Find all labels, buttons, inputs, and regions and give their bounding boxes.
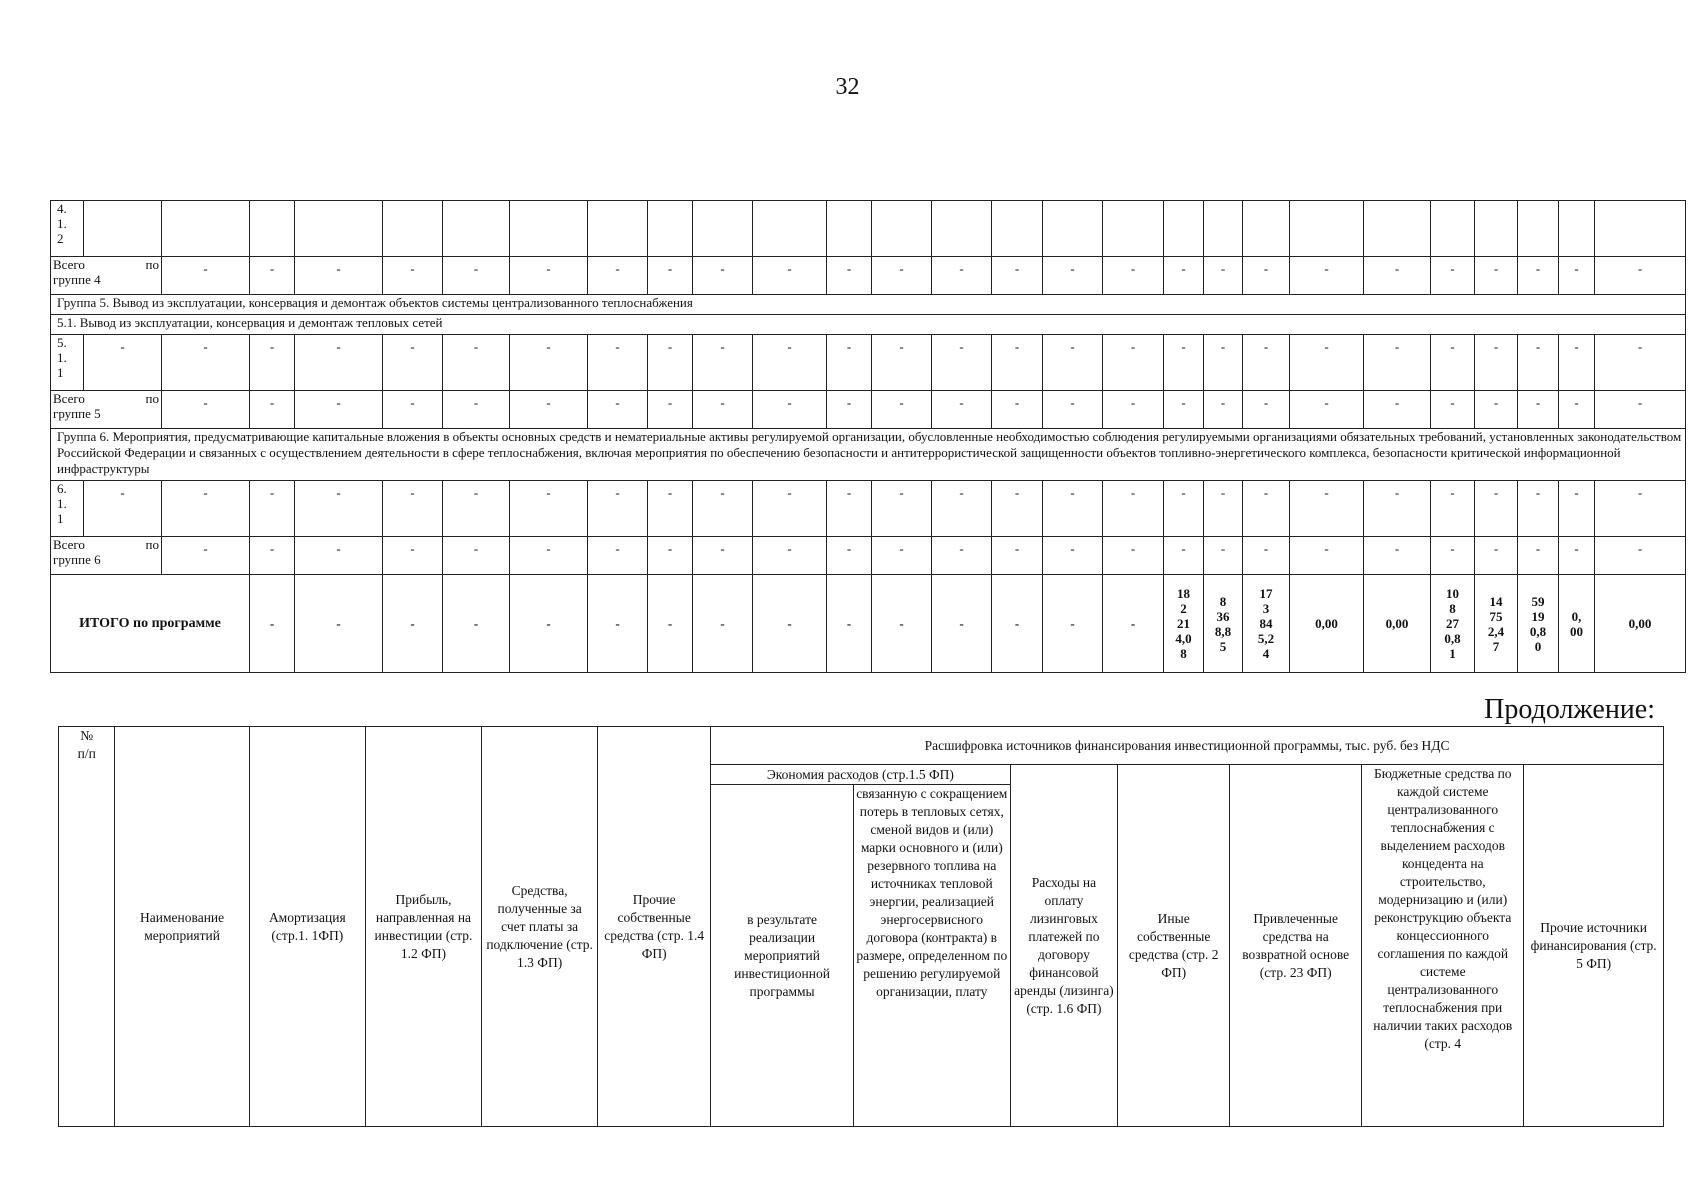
table-cell: - bbox=[250, 575, 295, 673]
table-cell: - bbox=[872, 481, 932, 537]
total-label-line2: группе 6 bbox=[53, 552, 101, 567]
table-cell: - bbox=[1164, 391, 1204, 429]
table-cell: - bbox=[693, 391, 753, 429]
table-cell: - bbox=[510, 481, 588, 537]
grand-total-value: 0,00 bbox=[1595, 575, 1686, 673]
table-cell: - bbox=[1518, 481, 1559, 537]
table-cell: - bbox=[1243, 335, 1290, 391]
table-cell: - bbox=[1518, 335, 1559, 391]
grand-total-label: ИТОГО по программе bbox=[51, 575, 250, 673]
table-cell: - bbox=[1431, 391, 1475, 429]
table-cell: - bbox=[588, 537, 648, 575]
table-cell: - bbox=[295, 257, 383, 295]
table-cell: - bbox=[510, 335, 588, 391]
table-cell: - bbox=[1043, 391, 1103, 429]
table-cell: - bbox=[1103, 537, 1164, 575]
table-cell: - bbox=[1475, 537, 1518, 575]
table-cell: - bbox=[295, 391, 383, 429]
table-cell: - bbox=[443, 391, 510, 429]
table-cell: - bbox=[1364, 481, 1431, 537]
table-cell: - bbox=[1559, 537, 1595, 575]
table-cell: - bbox=[1204, 537, 1243, 575]
table-cell: - bbox=[1164, 481, 1204, 537]
table-cell: - bbox=[588, 391, 648, 429]
table-cell: - bbox=[588, 335, 648, 391]
total-label-right: по bbox=[145, 537, 159, 552]
col-header-economy-program: в результате реализации мероприятий инвестиционной программы bbox=[711, 785, 854, 1127]
section-row bbox=[51, 295, 1686, 315]
table-cell: - bbox=[1475, 481, 1518, 537]
table-cell: - bbox=[84, 481, 162, 537]
col-header-borrowed-funds: Привлеченные средства на возвратной основе (стр. 23 ФП) bbox=[1230, 765, 1362, 1127]
upper-financing-table bbox=[50, 200, 1686, 673]
table-cell: - bbox=[693, 575, 753, 673]
total-label-right: по bbox=[145, 257, 159, 272]
table-cell: - bbox=[1475, 335, 1518, 391]
table-cell: - bbox=[443, 575, 510, 673]
table-cell: - bbox=[932, 575, 992, 673]
table-cell: - bbox=[753, 335, 827, 391]
table-cell: - bbox=[1364, 257, 1431, 295]
table-cell: - bbox=[872, 335, 932, 391]
table-cell: - bbox=[588, 481, 648, 537]
row-number: 5. 1. 1 bbox=[51, 335, 84, 391]
table-cell: - bbox=[383, 257, 443, 295]
table-cell: - bbox=[1043, 575, 1103, 673]
table-cell: - bbox=[295, 575, 383, 673]
table-cell bbox=[1043, 201, 1103, 257]
table-cell: - bbox=[1364, 391, 1431, 429]
row-number: 4. 1. 2 bbox=[51, 201, 84, 257]
table-cell: - bbox=[753, 257, 827, 295]
table-cell: - bbox=[1204, 257, 1243, 295]
table-cell: - bbox=[648, 391, 693, 429]
table-cell: - bbox=[383, 391, 443, 429]
table-cell: - bbox=[383, 537, 443, 575]
table-cell: - bbox=[1475, 257, 1518, 295]
table-cell: - bbox=[510, 537, 588, 575]
table-cell bbox=[827, 201, 872, 257]
table-cell bbox=[295, 201, 383, 257]
table-cell: - bbox=[1043, 537, 1103, 575]
col-header-other-own-funds-2: Иные собственные средства (стр. 2 ФП) bbox=[1118, 765, 1230, 1127]
table-cell bbox=[932, 201, 992, 257]
group-5-title: Группа 5. Вывод из эксплуатации, консервация и демонтаж объектов системы централизованного теплоснабжения bbox=[51, 295, 1686, 315]
table-cell: - bbox=[1431, 335, 1475, 391]
table-cell: - bbox=[295, 537, 383, 575]
table-cell: - bbox=[295, 335, 383, 391]
subgroup-5-1-title: 5.1. Вывод из эксплуатации, консервация и демонтаж тепловых сетей bbox=[51, 315, 1686, 335]
table-cell: - bbox=[250, 537, 295, 575]
table-cell bbox=[872, 201, 932, 257]
table-cell bbox=[693, 201, 753, 257]
table-row bbox=[51, 335, 1686, 391]
table-cell: - bbox=[827, 391, 872, 429]
table-cell: - bbox=[932, 481, 992, 537]
table-cell: - bbox=[872, 537, 932, 575]
table-cell: - bbox=[1559, 481, 1595, 537]
table-cell: - bbox=[1103, 257, 1164, 295]
table-cell: - bbox=[443, 481, 510, 537]
col-header-other-own-funds: Прочие собственные средства (стр. 1.4 ФП) bbox=[598, 727, 711, 1127]
table-cell: - bbox=[162, 391, 250, 429]
table-cell: - bbox=[1475, 391, 1518, 429]
table-cell: - bbox=[443, 257, 510, 295]
table-cell: - bbox=[250, 335, 295, 391]
table-cell: - bbox=[693, 481, 753, 537]
table-cell: - bbox=[1204, 335, 1243, 391]
table-cell: - bbox=[753, 481, 827, 537]
table-cell: - bbox=[1164, 335, 1204, 391]
table-cell: - bbox=[872, 575, 932, 673]
grand-total-row bbox=[51, 575, 1686, 673]
table-cell bbox=[753, 201, 827, 257]
table-cell: - bbox=[1164, 257, 1204, 295]
table-cell bbox=[1475, 201, 1518, 257]
table-cell: - bbox=[872, 391, 932, 429]
table-cell: - bbox=[1431, 537, 1475, 575]
table-cell bbox=[443, 201, 510, 257]
table-cell: - bbox=[1164, 537, 1204, 575]
table-cell: - bbox=[1290, 391, 1364, 429]
page-number: 32 bbox=[835, 74, 860, 100]
section-row bbox=[51, 429, 1686, 481]
grand-total-value: 17 3 84 5,2 4 bbox=[1243, 575, 1290, 673]
table-cell: - bbox=[1595, 481, 1686, 537]
table-cell: - bbox=[992, 257, 1043, 295]
table-cell: - bbox=[162, 257, 250, 295]
table-cell bbox=[1559, 201, 1595, 257]
section-row bbox=[51, 315, 1686, 335]
table-cell: - bbox=[588, 257, 648, 295]
table-cell: - bbox=[1103, 335, 1164, 391]
group-total-label bbox=[51, 537, 162, 575]
table-cell: - bbox=[1559, 257, 1595, 295]
table-cell: - bbox=[992, 391, 1043, 429]
table-cell: - bbox=[932, 335, 992, 391]
total-label-left: Всего bbox=[53, 257, 85, 272]
col-header-name: Наименование мероприятий bbox=[115, 727, 249, 1127]
table-cell bbox=[588, 201, 648, 257]
table-cell: - bbox=[1103, 575, 1164, 673]
col-header-number: № п/п bbox=[59, 727, 115, 1127]
group-total-label bbox=[51, 257, 162, 295]
grand-total-value: 18 2 21 4,0 8 bbox=[1164, 575, 1204, 673]
grand-total-value: 8 36 8,8 5 bbox=[1204, 575, 1243, 673]
table-cell: - bbox=[1243, 481, 1290, 537]
table-cell bbox=[162, 201, 250, 257]
table-cell: - bbox=[383, 481, 443, 537]
table-cell: - bbox=[1518, 257, 1559, 295]
table-cell: - bbox=[827, 335, 872, 391]
table-cell bbox=[1103, 201, 1164, 257]
table-cell: - bbox=[1364, 537, 1431, 575]
table-row bbox=[51, 481, 1686, 537]
grand-total-value: 0,00 bbox=[1290, 575, 1364, 673]
table-cell: - bbox=[1243, 391, 1290, 429]
table-cell: - bbox=[162, 481, 250, 537]
total-label-left: Всего bbox=[53, 391, 85, 406]
continuation-label: Продолжение: bbox=[1484, 694, 1655, 725]
table-cell: - bbox=[162, 537, 250, 575]
grand-total-value: 0,00 bbox=[1364, 575, 1431, 673]
table-cell: - bbox=[648, 537, 693, 575]
table-cell: - bbox=[932, 391, 992, 429]
table-cell: - bbox=[827, 481, 872, 537]
table-cell bbox=[1164, 201, 1204, 257]
table-cell: - bbox=[1204, 481, 1243, 537]
col-header-other-sources: Прочие источники финансирования (стр. 5 ФП) bbox=[1524, 765, 1664, 1127]
table-cell: - bbox=[992, 481, 1043, 537]
total-label-left: Всего bbox=[53, 537, 85, 552]
table-row bbox=[51, 391, 1686, 429]
table-cell: - bbox=[1290, 537, 1364, 575]
table-cell: - bbox=[1204, 391, 1243, 429]
col-header-budget-funds: Бюджетные средства по каждой системе централизованного теплоснабжения с выделением расходов концедента на строительство, модернизацию и (или) реконструкцию объекта концессионного соглашения по каждой системе централизованного теплоснабжения при наличии таких расходов (стр. 4 bbox=[1362, 765, 1524, 1127]
group-header-financing-sources: Расшифровка источников финансирования инвестиционной программы, тыс. руб. без НДС bbox=[711, 727, 1664, 765]
grand-total-value: 10 8 27 0,8 1 bbox=[1431, 575, 1475, 673]
table-cell: - bbox=[1043, 481, 1103, 537]
group-total-label bbox=[51, 391, 162, 429]
table-cell: - bbox=[1431, 257, 1475, 295]
table-cell: - bbox=[1043, 257, 1103, 295]
table-cell: - bbox=[1559, 391, 1595, 429]
row-number: 6. 1. 1 bbox=[51, 481, 84, 537]
table-cell: - bbox=[1595, 391, 1686, 429]
table-row bbox=[51, 257, 1686, 295]
table-cell: - bbox=[1595, 257, 1686, 295]
table-cell: - bbox=[753, 391, 827, 429]
table-cell: - bbox=[1290, 481, 1364, 537]
table-cell: - bbox=[510, 257, 588, 295]
table-cell: - bbox=[1043, 335, 1103, 391]
table-cell bbox=[1518, 201, 1559, 257]
table-cell: - bbox=[443, 335, 510, 391]
table-cell bbox=[1364, 201, 1431, 257]
table-cell bbox=[1595, 201, 1686, 257]
table-cell: - bbox=[510, 391, 588, 429]
table-cell: - bbox=[1518, 391, 1559, 429]
table-cell bbox=[648, 201, 693, 257]
subheader-economy: Экономия расходов (стр.1.5 ФП) bbox=[711, 765, 1010, 785]
table-cell: - bbox=[992, 575, 1043, 673]
table-row bbox=[51, 201, 1686, 257]
table-cell: - bbox=[1103, 481, 1164, 537]
table-cell: - bbox=[383, 575, 443, 673]
table-cell: - bbox=[588, 575, 648, 673]
table-cell: - bbox=[383, 335, 443, 391]
table-cell: - bbox=[1595, 335, 1686, 391]
lower-financing-header-table bbox=[58, 726, 1664, 1127]
table-cell bbox=[1204, 201, 1243, 257]
table-cell: - bbox=[510, 575, 588, 673]
table-cell bbox=[250, 201, 295, 257]
group-6-title: Группа 6. Мероприятия, предусматривающие капитальные вложения в объекты основных средств и нематериальные активы регулируемой организации, обусловленные необходимостью соблюдения регулируемыми организациями обязательных требований, установленных законодательством Российской Федерации и связанных с осуществлением деятельности в сфере теплоснабжения, включая мероприятия по обеспечению безопасности и антитеррористической защищенности объектов топливно-энергетического комплекса, безопасности критической информационной инфраструктуры bbox=[51, 429, 1686, 481]
col-header-economy-losses: связанную с сокращением потерь в тепловых сетях, сменой видов и (или) марки основного и (или) резервного топлива на источниках тепловой энергии, реализацией энергосервисного договора (контракта) в размере, определенном по решению регулируемой организации, плату bbox=[853, 785, 1010, 1127]
table-cell: - bbox=[162, 335, 250, 391]
table-cell bbox=[510, 201, 588, 257]
table-cell: - bbox=[753, 537, 827, 575]
table-cell: - bbox=[84, 335, 162, 391]
table-cell: - bbox=[648, 575, 693, 673]
table-cell: - bbox=[932, 537, 992, 575]
table-cell: - bbox=[250, 391, 295, 429]
table-cell: - bbox=[827, 537, 872, 575]
table-cell: - bbox=[1518, 537, 1559, 575]
table-cell bbox=[1431, 201, 1475, 257]
total-label-right: по bbox=[145, 391, 159, 406]
grand-total-value: 0, 00 bbox=[1559, 575, 1595, 673]
table-cell: - bbox=[1595, 537, 1686, 575]
table-cell: - bbox=[250, 481, 295, 537]
table-cell: - bbox=[1559, 335, 1595, 391]
table-cell bbox=[383, 201, 443, 257]
table-cell: - bbox=[932, 257, 992, 295]
table-cell: - bbox=[1103, 391, 1164, 429]
table-row bbox=[51, 537, 1686, 575]
table-cell: - bbox=[693, 537, 753, 575]
grand-total-value: 59 19 0,8 0 bbox=[1518, 575, 1559, 673]
table-cell: - bbox=[827, 575, 872, 673]
total-label-line2: группе 5 bbox=[53, 406, 101, 421]
table-cell: - bbox=[827, 257, 872, 295]
grand-total-value: 14 75 2,4 7 bbox=[1475, 575, 1518, 673]
total-label-line2: группе 4 bbox=[53, 272, 101, 287]
table-cell: - bbox=[1364, 335, 1431, 391]
table-cell: - bbox=[693, 335, 753, 391]
table-cell: - bbox=[992, 335, 1043, 391]
table-cell bbox=[1243, 201, 1290, 257]
table-cell: - bbox=[872, 257, 932, 295]
table-cell: - bbox=[443, 537, 510, 575]
table-cell bbox=[1290, 201, 1364, 257]
col-header-leasing: Расходы на оплату лизинговых платежей по договору финансовой аренды (лизинга) (стр. 1.6 ФП) bbox=[1010, 765, 1118, 1127]
table-cell: - bbox=[992, 537, 1043, 575]
table-cell: - bbox=[648, 481, 693, 537]
table-cell: - bbox=[693, 257, 753, 295]
table-cell: - bbox=[1243, 537, 1290, 575]
table-cell: - bbox=[1243, 257, 1290, 295]
table-cell: - bbox=[1290, 257, 1364, 295]
table-cell bbox=[992, 201, 1043, 257]
table-cell: - bbox=[648, 335, 693, 391]
table-cell: - bbox=[1290, 335, 1364, 391]
table-cell: - bbox=[753, 575, 827, 673]
col-header-connection-fee: Средства, полученные за счет платы за подключение (стр. 1.3 ФП) bbox=[482, 727, 598, 1127]
table-cell: - bbox=[295, 481, 383, 537]
table-cell: - bbox=[1431, 481, 1475, 537]
table-cell: - bbox=[250, 257, 295, 295]
table-cell bbox=[84, 201, 162, 257]
col-header-profit: Прибыль, направленная на инвестиции (стр. 1.2 ФП) bbox=[365, 727, 481, 1127]
col-header-amortization: Амортизация (стр.1. 1ФП) bbox=[249, 727, 365, 1127]
table-cell: - bbox=[648, 257, 693, 295]
